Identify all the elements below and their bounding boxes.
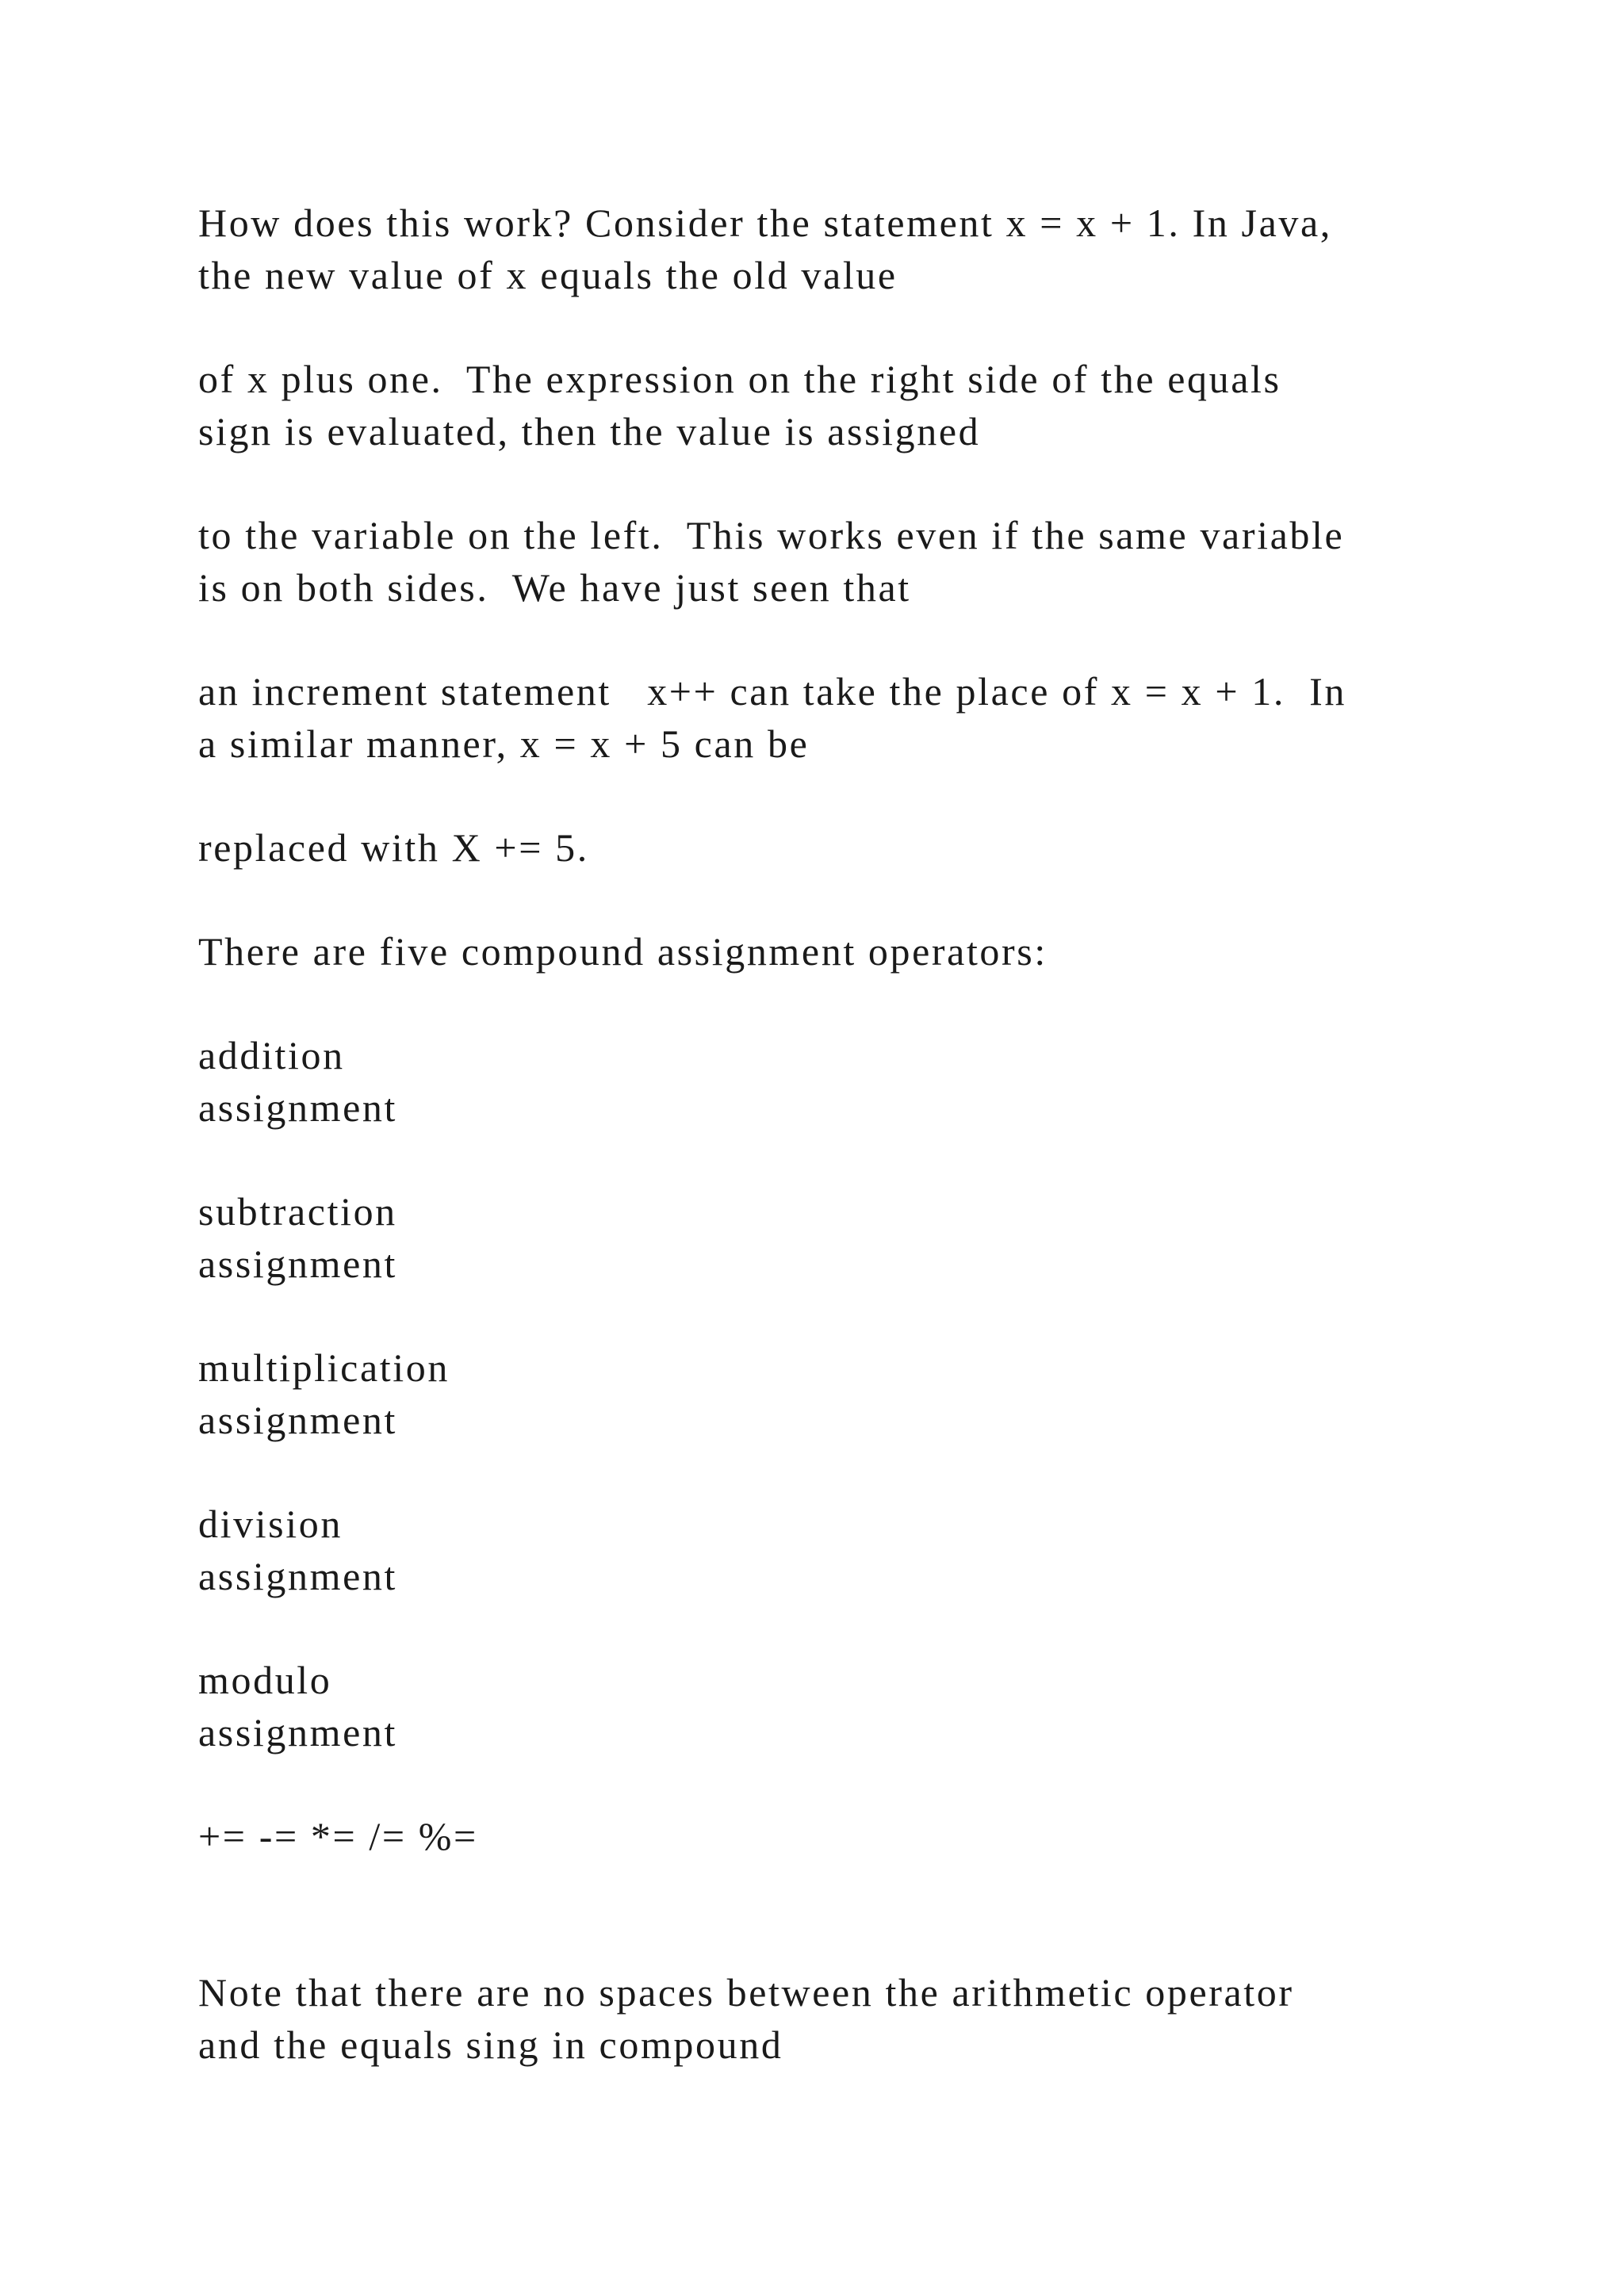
- operator-name: division: [198, 1502, 343, 1546]
- operator-name: subtraction: [198, 1189, 397, 1234]
- paragraph-line: an increment statement x++ can take the place of x = x + 1. In: [198, 669, 1347, 714]
- operator-kind: assignment: [198, 1710, 397, 1755]
- operator-item-subtraction: [198, 1185, 1467, 1290]
- operator-item-modulo: [198, 1654, 1467, 1758]
- operator-item-multiplication: [198, 1341, 1467, 1446]
- paragraph-line: How does this work? Consider the statement x = x + 1. In Java,: [198, 201, 1332, 245]
- paragraph-line: a similar manner, x = x + 5 can be: [198, 721, 810, 766]
- paragraph-line: is on both sides. We have just seen that: [198, 565, 911, 610]
- paragraph-line: of x plus one. The expression on the right side of the equals: [198, 357, 1281, 401]
- paragraph-line: replaced with X += 5.: [198, 825, 589, 870]
- paragraph-note: [198, 1966, 1467, 2071]
- paragraph-4: [198, 665, 1467, 770]
- paragraph-2: [198, 353, 1467, 457]
- operator-name: multiplication: [198, 1345, 450, 1390]
- operator-kind: assignment: [198, 1398, 397, 1442]
- operator-item-division: [198, 1498, 1467, 1602]
- paragraph-6: [198, 925, 1467, 978]
- operator-kind: assignment: [198, 1085, 397, 1130]
- paragraph-line: There are five compound assignment operators:: [198, 929, 1048, 974]
- paragraph-line: and the equals sing in compound: [198, 2022, 783, 2067]
- paragraph-line: Note that there are no spaces between the arithmetic operator: [198, 1970, 1294, 2015]
- operator-kind: assignment: [198, 1554, 397, 1598]
- operator-symbols: [198, 1810, 1467, 1862]
- operator-name: addition: [198, 1033, 345, 1077]
- operator-item-addition: [198, 1029, 1467, 1134]
- paragraph-5: [198, 821, 1467, 874]
- paragraph-line: the new value of x equals the old value: [198, 253, 898, 297]
- operator-kind: assignment: [198, 1242, 397, 1286]
- operator-name: modulo: [198, 1658, 332, 1702]
- paragraph-3: [198, 509, 1467, 614]
- paragraph-line: += -= *= /= %=: [198, 1814, 478, 1858]
- paragraph-line: sign is evaluated, then the value is assigned: [198, 409, 981, 453]
- paragraph-1: [198, 197, 1467, 301]
- paragraph-line: to the variable on the left. This works even if the same variable: [198, 513, 1345, 557]
